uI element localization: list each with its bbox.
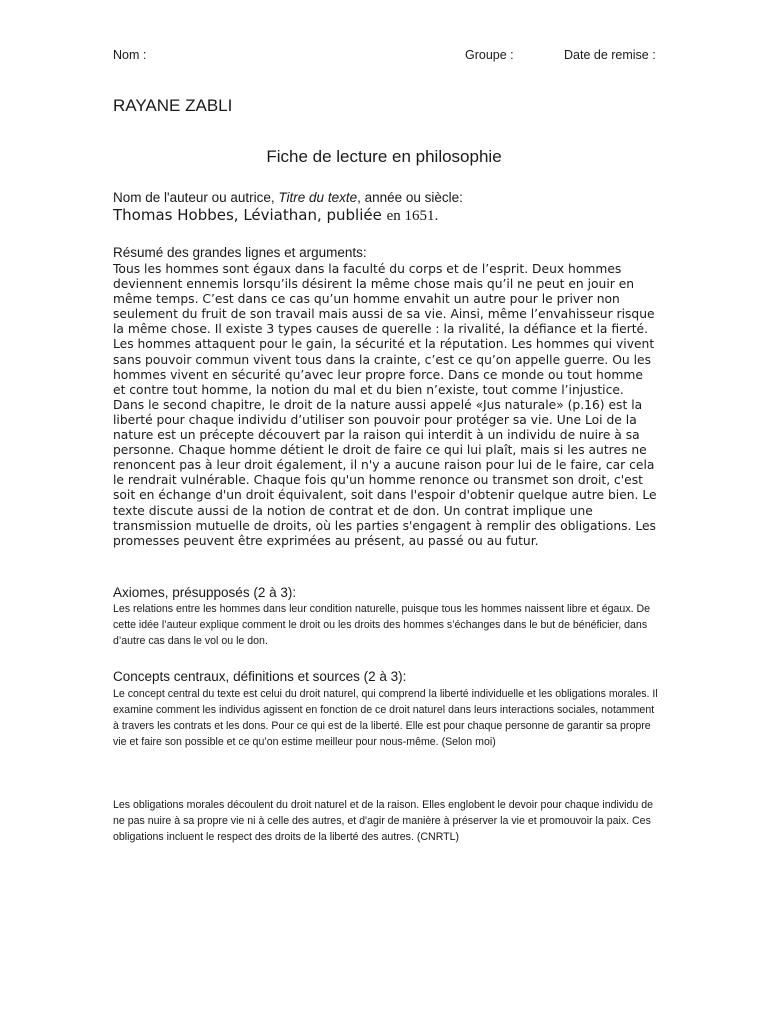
author-value-main: Thomas Hobbes, Léviathan, publiée: [113, 206, 387, 224]
summary-label: Résumé des grandes lignes et arguments:: [113, 245, 367, 260]
concepts-text-2: Les obligations morales découlent du droit naturel et de la raison. Elles englobent le devoir pour chaque individu de ne pas nuire à sa propre vie ni à celle des autres, et d'agir de manière à préserver la vie et promouvoir la paix. Ces obligations incluent le respect des droits de la liberté des autres. (CNRTL): [113, 799, 654, 843]
axioms-text: Les relations entre les hommes dans leur condition naturelle, puisque tous les hommes naissent libre et égaux. De cette idée l’auteur explique comment le droit ou les droits des hommes s’échanges dans le but de bénéficier, dans d’autre cas dans le vol ou le don.: [113, 603, 651, 647]
author-label-prefix: Nom de l'auteur ou autrice,: [113, 190, 279, 205]
nom-label: Nom :: [113, 48, 147, 62]
groupe-label: Groupe :: [465, 48, 514, 62]
date-de-remise-label: Date de remise :: [564, 48, 656, 62]
author-label-italic: Titre du texte: [278, 190, 358, 205]
author-value: [113, 206, 438, 225]
axioms-label: Axiomes, présupposés (2 à 3):: [113, 585, 297, 600]
author-label-suffix: , année ou siècle:: [357, 190, 463, 205]
author-section-label: [113, 190, 463, 205]
concepts-text: Le concept central du texte est celui du droit naturel, qui comprend la liberté individuelle et les obligations morales. Il examine comment les individus agissent en fonction de ce droit naturel dans leurs interactions sociales, notamment à travers les contrats et les dons. Pour ce qui est de la liberté. Elle est pour chaque personne de garantir sa propre vie et faire son possible et ce qu’on estime meilleur pour nous-même. (Selon moi): [113, 688, 658, 748]
summary-text: Tous les hommes sont égaux dans la faculté du corps et de l’esprit. Deux hommes deviennent ennemis lorsqu’ils désirent la même chose mais qu’il ne peut en jouir en même temps. C’est dans ce cas qu’un homme envahit un autre pour le priver non seulement du fruit de son travail mais aussi de sa vie. Ainsi, même l’envahisseur risque la même chose. Il existe 3 types causes de querelle : la rivalité, la défiance et la fierté. Les hommes attaquent pour le gain, la sécurité et la réputation. Les hommes qui vivent sans pouvoir commun vivent tous dans la crainte, c’est ce qu’on appelle guerre. Ou les hommes vivent en sécurité qu’avec leur propre force. Dans ce monde ou tout homme et contre tout homme, la notion du mal et du bien n’existe, tout comme l’injustice. Dans le second chapitre, le droit de la nature aussi appelé «Jus naturale» (p.16) est la liberté pour chaque individu d’utiliser son pouvoir pour protéger sa vie. Une Loi de la nature est un précepte découvert par la raison qui interdit à un individu de nuire à sa personne. Chaque homme détient le droit de faire ce qui lui plaît, mais si les autres ne renoncent pas à leur droit également, il n'y a aucune raison pour lui de le faire, car cela le rendrait vulnérable. Chaque fois qu'un homme renonce ou transmet son droit, c'est soit en échange d'un droit équivalent, soit dans l'espoir d'obtenir quelque autre bien. Le texte discute aussi de la notion de contrat et de don. Un contrat implique une transmission mutuelle de droits, où les parties s'engagent à remplir des obligations. Les promesses peuvent être exprimées au présent, au passé ou au futur.: [113, 262, 657, 548]
concepts-label: Concepts centraux, définitions et sources (2 à 3):: [113, 669, 407, 684]
student-name: RAYANE ZABLI: [113, 96, 233, 115]
author-value-year: en 1651.: [386, 208, 439, 224]
document-title: Fiche de lecture en philosophie: [266, 147, 502, 166]
